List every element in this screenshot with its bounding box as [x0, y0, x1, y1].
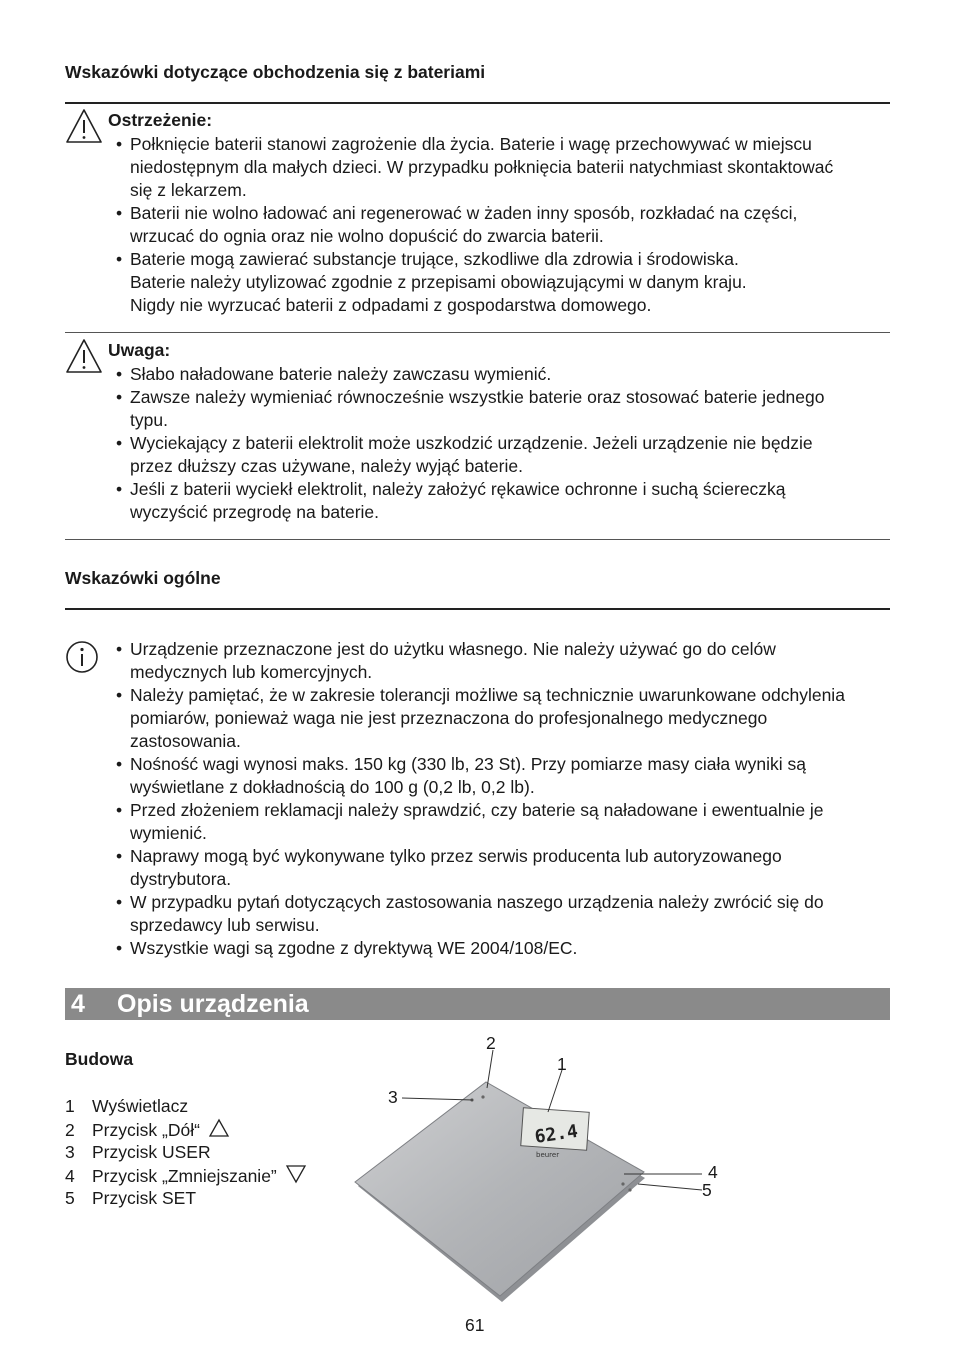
list-item	[116, 638, 896, 684]
list-item	[116, 386, 896, 432]
list-item-line: • Jeśli z baterii wyciekł elektrolit, należy założyć rękawice ochronne i suchą ściereczką	[130, 479, 786, 499]
construction-subheading: Budowa	[65, 1049, 134, 1069]
section-rule	[65, 608, 890, 610]
list-item-line: medycznych lub komercyjnych.	[130, 662, 373, 682]
list-item-line: wrzucać do ognia oraz nie wolno dopuścić do zwarcia baterii.	[130, 226, 604, 246]
list-item-line: • Baterii nie wolno ładować ani regenerować w żaden inny sposób, rozkładać na części,	[130, 203, 798, 223]
list-item-line: • Nośność wagi wynosi maks. 150 kg (330 lb, 23 St). Przy pomiarze masy ciała wyniki są	[130, 754, 806, 774]
callout-3: 3	[388, 1087, 398, 1107]
warning-list	[116, 133, 896, 317]
part-number: 1	[65, 1096, 75, 1116]
part-row	[65, 1118, 307, 1142]
list-item-line: • Wyciekający z baterii elektrolit może uszkodzić urządzenie. Jeżeli urządzenie nie będzie	[130, 433, 813, 453]
section-number: 4	[71, 990, 85, 1018]
list-item-line: Baterie należy utylizować zgodnie z przepisami obowiązującymi w danym kraju.	[130, 272, 747, 292]
callout-2: 2	[486, 1033, 496, 1053]
list-item	[116, 133, 896, 202]
triangle-down-icon	[285, 1164, 307, 1184]
list-item	[116, 891, 896, 937]
part-number: 5	[65, 1188, 75, 1208]
part-row	[65, 1095, 307, 1118]
scale-reading: 62.4	[533, 1120, 580, 1148]
list-item-line: wyczyścić przegrodę na baterie.	[130, 502, 379, 522]
list-item-line: przez dłuższy czas używane, należy wyjąć baterie.	[130, 456, 523, 476]
caution-icon	[65, 338, 103, 379]
battery-section-heading: Wskazówki dotyczące obchodzenia się z bateriami	[65, 62, 486, 82]
section-rule	[65, 102, 890, 104]
warning-icon	[65, 108, 103, 149]
list-item-line: zastosowania.	[130, 731, 241, 751]
list-item-line: • Połknięcie baterii stanowi zagrożenie dla życia. Baterie i wagę przechowywać w miejscu	[130, 134, 812, 154]
section-title-bar	[65, 988, 890, 1020]
list-item	[116, 248, 896, 317]
part-row	[65, 1187, 307, 1210]
list-item-line: wyświetlane z dokładnością do 100 g (0,2 lb, 0,2 lb).	[130, 777, 535, 797]
info-icon	[65, 640, 99, 679]
list-item-line: • Urządzenie przeznaczone jest do użytku własnego. Nie należy używać go do celów	[130, 639, 776, 659]
part-label: Wyświetlacz	[92, 1096, 189, 1116]
scale-illustration	[340, 1030, 730, 1320]
part-label: Przycisk „Zmniejszanie”	[92, 1165, 277, 1186]
list-item-line: niedostępnym dla małych dzieci. W przypadku połknięcia baterii natychmiast skontaktować	[130, 157, 834, 177]
list-item	[116, 845, 896, 891]
caution-title: Uwaga:	[108, 340, 171, 360]
triangle-up-icon	[208, 1118, 230, 1138]
list-item-line: • Baterie mogą zawierać substancje trujące, szkodliwe dla zdrowia i środowiska.	[130, 249, 739, 269]
list-item-line: sprzedawcy lub serwisu.	[130, 915, 320, 935]
general-list	[116, 638, 896, 960]
list-item-line: pomiarów, ponieważ waga nie jest przeznaczona do profesjonalnego medycznego	[130, 708, 768, 728]
section-title: Opis urządzenia	[117, 990, 309, 1018]
list-item-line: • Słabo naładowane baterie należy zawczasu wymienić.	[130, 364, 552, 384]
list-item	[116, 937, 896, 960]
list-item	[116, 202, 896, 248]
scale-brand: beurer	[536, 1151, 560, 1159]
list-item	[116, 432, 896, 478]
divider	[65, 539, 890, 540]
part-number: 2	[65, 1119, 75, 1140]
list-item-line: • Zawsze należy wymieniać równocześnie wszystkie baterie oraz stosować baterie jednego	[130, 387, 825, 407]
list-item-line: się z lekarzem.	[130, 180, 247, 200]
page-number: 61	[465, 1315, 485, 1335]
callout-5: 5	[702, 1180, 712, 1200]
parts-list	[65, 1095, 307, 1210]
list-item-line: • Wszystkie wagi są zgodne z dyrektywą WE 2004/108/EC.	[130, 938, 578, 958]
list-item-line: • W przypadku pytań dotyczących zastosowania naszego urządzenia należy zwrócić się do	[130, 892, 824, 912]
part-label: Przycisk „Dół“	[92, 1119, 200, 1140]
list-item-line: • Przed złożeniem reklamacji należy sprawdzić, czy baterie są naładowane i ewentualnie je	[130, 800, 824, 820]
part-label: Przycisk SET	[92, 1188, 197, 1208]
part-row	[65, 1141, 307, 1164]
list-item-line: • Należy pamiętać, że w zakresie tolerancji możliwe są technicznie uwarunkowane odchylenia	[130, 685, 845, 705]
general-section-heading: Wskazówki ogólne	[65, 568, 221, 588]
part-row	[65, 1164, 307, 1188]
list-item-line: typu.	[130, 410, 168, 430]
list-item	[116, 799, 896, 845]
list-item	[116, 478, 896, 524]
warning-title: Ostrzeżenie:	[108, 110, 213, 130]
part-number: 3	[65, 1142, 75, 1162]
list-item-line: • Naprawy mogą być wykonywane tylko przez serwis producenta lub autoryzowanego	[130, 846, 782, 866]
list-item	[116, 684, 896, 753]
list-item-line: dystrybutora.	[130, 869, 232, 889]
divider	[65, 332, 890, 333]
list-item-line: wymienić.	[130, 823, 207, 843]
callout-1: 1	[557, 1054, 567, 1074]
list-item	[116, 363, 896, 386]
part-number: 4	[65, 1165, 75, 1186]
part-label: Przycisk USER	[92, 1142, 211, 1162]
callout-4: 4	[708, 1162, 718, 1182]
list-item-line: Nigdy nie wyrzucać baterii z odpadami z gospodarstwa domowego.	[130, 295, 652, 315]
list-item	[116, 753, 896, 799]
caution-list	[116, 363, 896, 524]
